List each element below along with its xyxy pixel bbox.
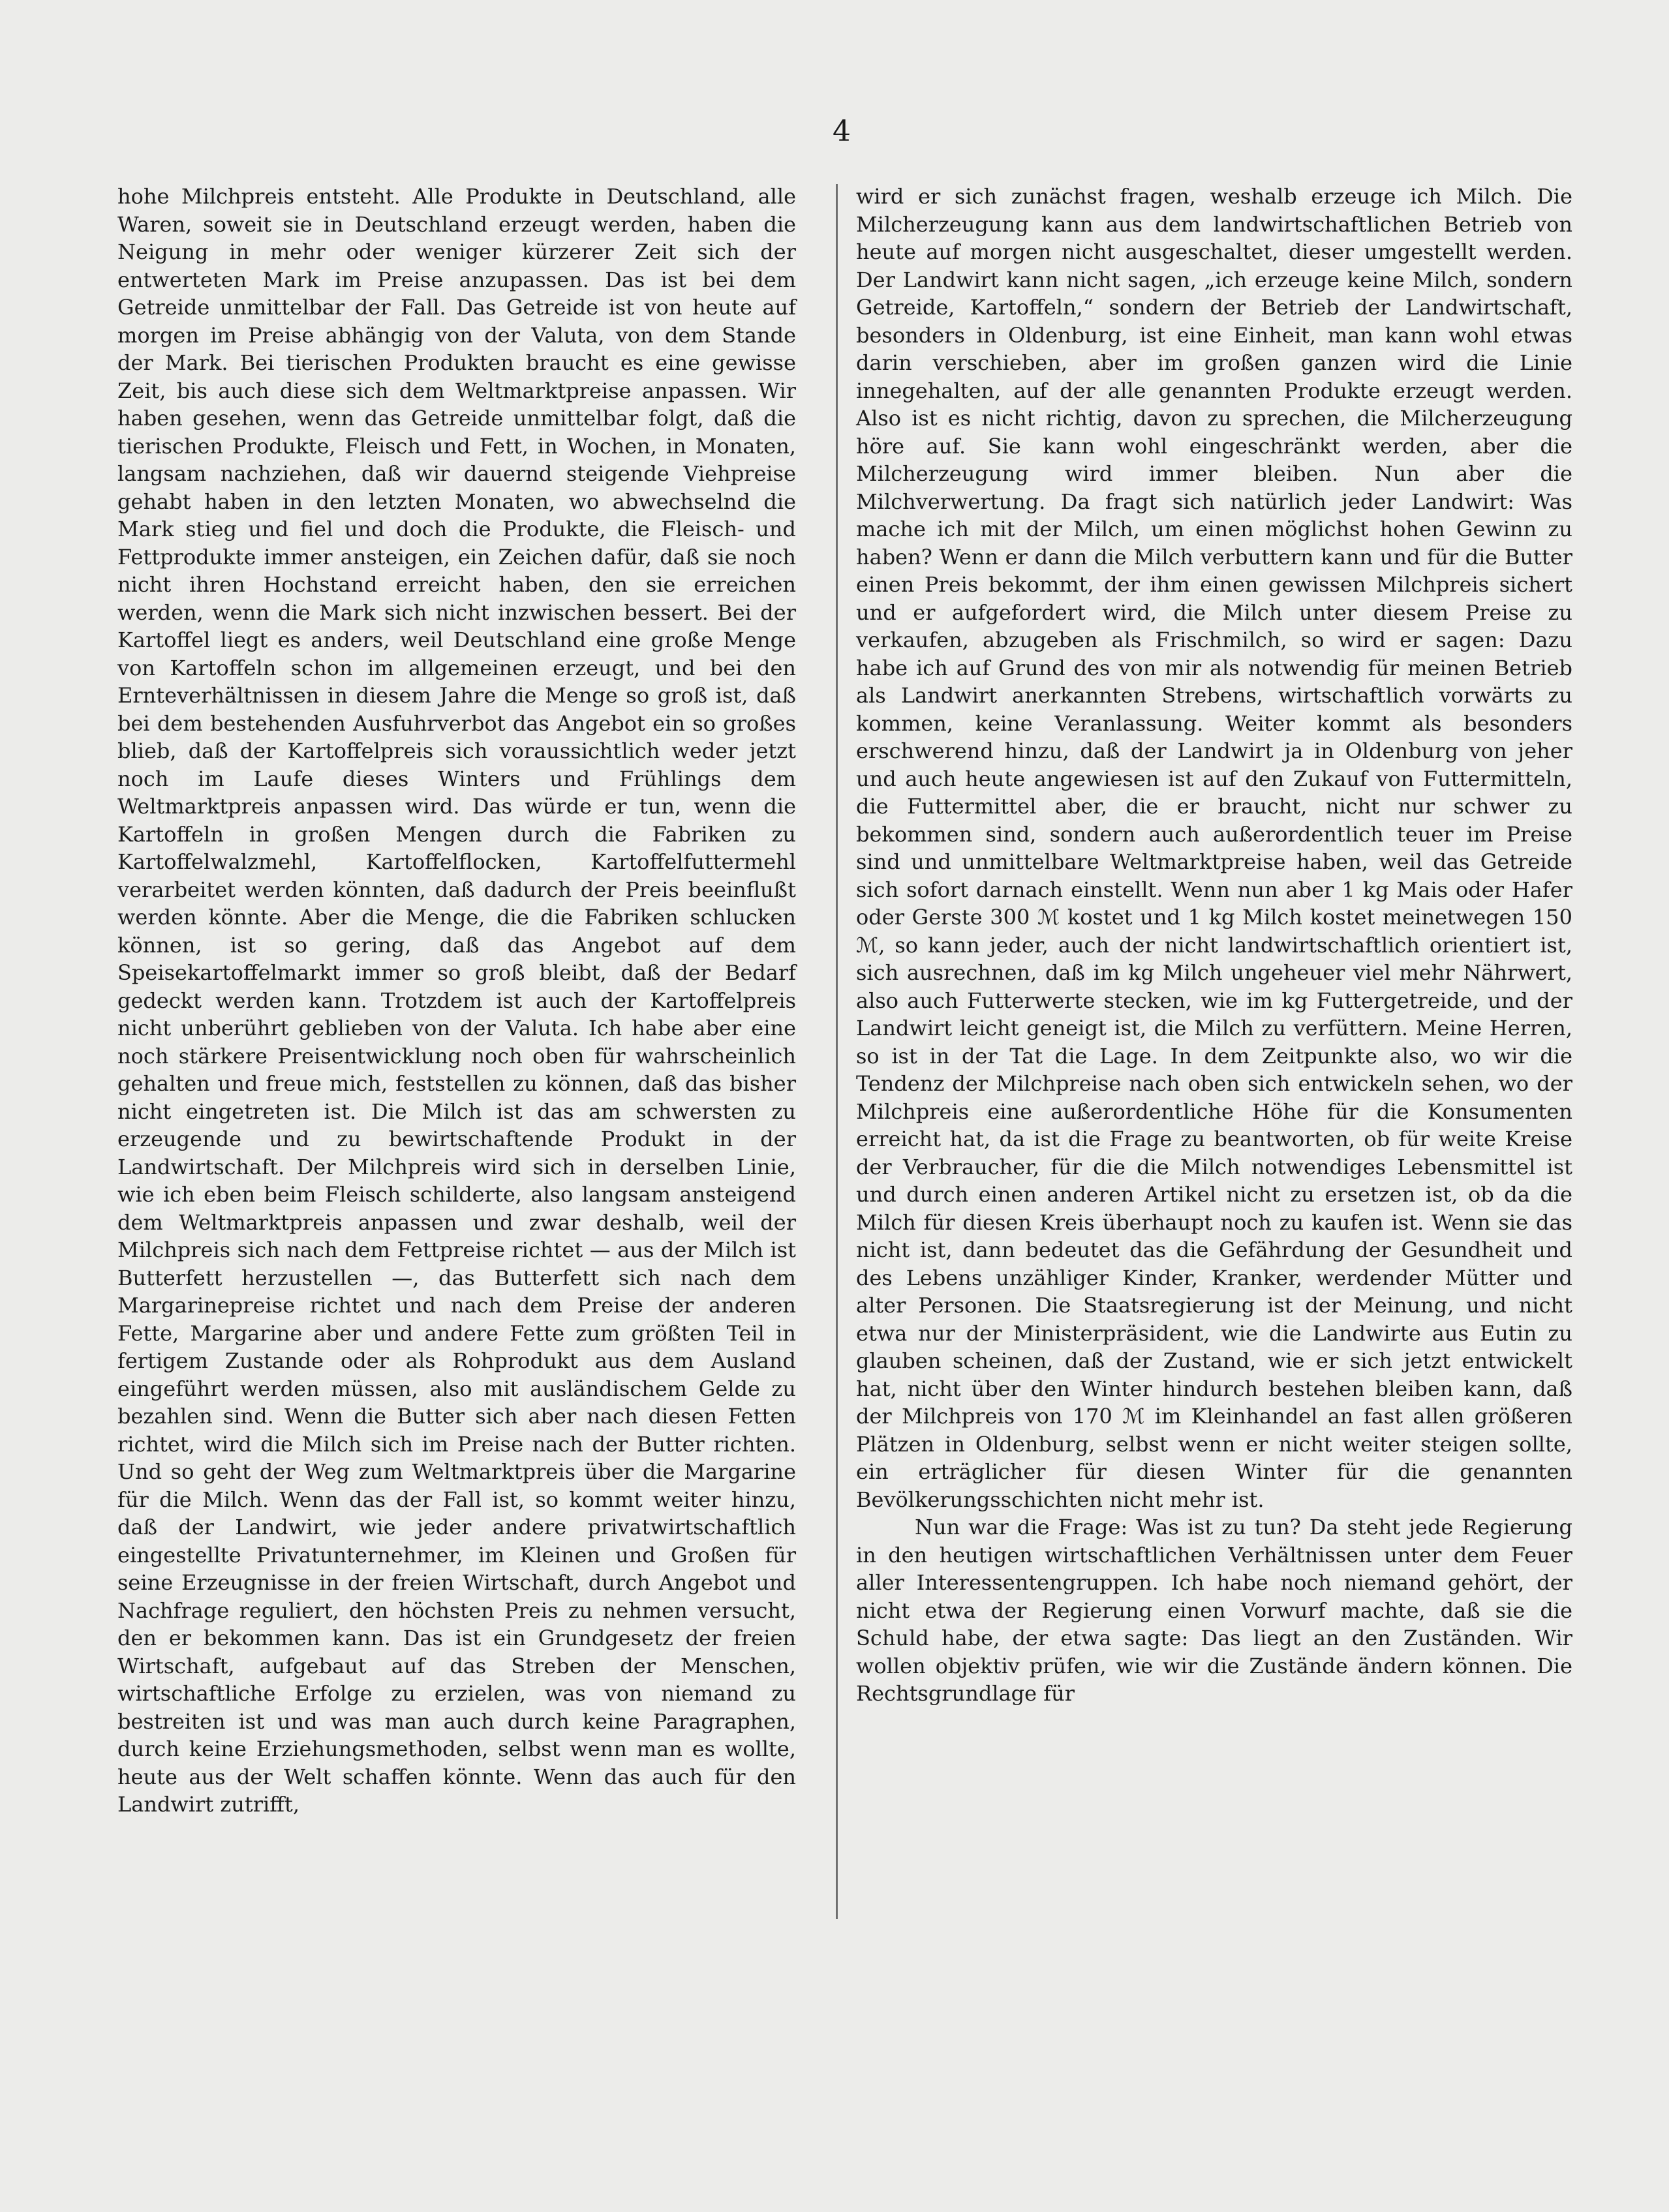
right-column: [856, 183, 1572, 1708]
left-column: [117, 183, 796, 1819]
right-paragraph-2: Nun war die Frage: Was ist zu tun? Da steht jede Regierung in den heutigen wirtschaftlichen Verhältnissen unter dem Feuer aller Interessentengruppen. Ich habe noch niemand gehört, der nicht etwa der Regierung einen Vorwurf machte, daß sie die Schuld habe, der etwa sagte: Das liegt an den Zuständen. Wir wollen objektiv prüfen, wie wir die Zustände ändern können. Die Rechtsgrundlage für: [856, 1515, 1572, 1706]
left-paragraph-1: hohe Milchpreis entsteht. Alle Produkte in Deutschland, alle Waren, soweit sie in Deutschland erzeugt werden, haben die Neigung in mehr oder weniger kürzerer Zeit sich der entwerteten Mark im Preise anzupassen. Das ist bei dem Getreide unmittelbar der Fall. Das Getreide ist von heute auf morgen im Preise abhängig von der Valuta, von dem Stande der Mark. Bei tierischen Produkten braucht es eine gewisse Zeit, bis auch diese sich dem Weltmarktpreise anpassen. Wir haben gesehen, wenn das Getreide unmittelbar folgt, daß die tierischen Produkte, Fleisch und Fett, in Wochen, in Monaten, langsam nachziehen, daß wir dauernd steigende Viehpreise gehabt haben in den letzten Monaten, wo abwechselnd die Mark stieg und fiel und doch die Produkte, die Fleisch- und Fettprodukte immer ansteigen, ein Zeichen dafür, daß sie noch nicht ihren Hochstand erreicht haben, den sie erreichen werden, wenn die Mark sich nicht inzwischen bessert. Bei der Kartoffel liegt es anders, weil Deutschland eine große Menge von Kartoffeln schon im allgemeinen erzeugt, und bei den Ernteverhältnissen in diesem Jahre die Menge so groß ist, daß bei dem bestehenden Ausfuhrverbot das Angebot ein so großes blieb, daß der Kartoffelpreis sich voraussichtlich weder jetzt noch im Laufe dieses Winters und Frühlings dem Weltmarktpreis anpassen wird. Das würde er tun, wenn die Kartoffeln in großen Mengen durch die Fabriken zu Kartoffelwalzmehl, Kartoffelflocken, Kartoffelfuttermehl verarbeitet werden könnten, daß dadurch der Preis beeinflußt werden könnte. Aber die Menge, die die Fabriken schlucken können, ist so gering, daß das Angebot auf dem Speisekartoffelmarkt immer so groß bleibt, daß der Bedarf gedeckt werden kann. Trotzdem ist auch der Kartoffelpreis nicht unberührt geblieben von der Valuta. Ich habe aber eine noch stärkere Preisentwicklung noch oben für wahrscheinlich gehalten und freue mich, feststellen zu können, daß das bisher nicht eingetreten ist. Die Milch ist das am schwersten zu erzeugende und zu bewirtschaftende Produkt in der Landwirtschaft. Der Milchpreis wird sich in derselben Linie, wie ich eben beim Fleisch schilderte, also langsam ansteigend dem Weltmarktpreis anpassen und zwar deshalb, weil der Milchpreis sich nach dem Fettpreise richtet — aus der Milch ist Butterfett herzustellen —, das Butterfett sich nach dem Margarinepreise richtet und nach dem Preise der anderen Fette, Margarine aber und andere Fette zum größten Teil in fertigem Zustande oder als Rohprodukt aus dem Ausland eingeführt werden müssen, also mit ausländischem Gelde zu bezahlen sind. Wenn die Butter sich aber nach diesen Fetten richtet, wird die Milch sich im Preise nach der Butter richten. Und so geht der Weg zum Weltmarktpreis über die Margarine für die Milch. Wenn das der Fall ist, so kommt weiter hinzu, daß der Landwirt, wie jeder andere privatwirtschaftlich eingestellte Privatunternehmer, im Kleinen und Großen für seine Erzeugnisse in der freien Wirtschaft, durch Angebot und Nachfrage reguliert, den höchsten Preis zu nehmen versucht, den er bekommen kann. Das ist ein Grundgesetz der freien Wirtschaft, aufgebaut auf das Streben der Menschen, wirtschaftliche Erfolge zu erzielen, was von niemand zu bestreiten ist und was man auch durch keine Paragraphen, durch keine Erziehungsmethoden, selbst wenn man es wollte, heute aus der Welt schaffen könnte. Wenn das auch für den Landwirt zutrifft,: [117, 184, 796, 1817]
column-divider: [836, 184, 838, 1919]
right-paragraph-1: wird er sich zunächst fragen, weshalb erzeuge ich Milch. Die Milcherzeugung kann aus dem landwirtschaftlichen Betrieb von heute auf morgen nicht ausgeschaltet, dieser umgestellt werden. Der Landwirt kann nicht sagen, „ich erzeuge keine Milch, sondern Getreide, Kartoffeln,“ sondern der Betrieb der Landwirtschaft, besonders in Oldenburg, ist eine Einheit, man kann wohl etwas darin verschieben, aber im großen ganzen wird die Linie innegehalten, auf der alle genannten Produkte erzeugt werden. Also ist es nicht richtig, davon zu sprechen, die Milcherzeugung höre auf. Sie kann wohl eingeschränkt werden, aber die Milcherzeugung wird immer bleiben. Nun aber die Milchverwertung. Da fragt sich natürlich jeder Landwirt: Was mache ich mit der Milch, um einen möglichst hohen Gewinn zu haben? Wenn er dann die Milch verbuttern kann und für die Butter einen Preis bekommt, der ihm einen gewissen Milchpreis sichert und er aufgefordert wird, die Milch unter diesem Preise zu verkaufen, abzugeben als Frischmilch, so wird er sagen: Dazu habe ich auf Grund des von mir als notwendig für meinen Betrieb als Landwirt anerkannten Strebens, wirtschaftlich vorwärts zu kommen, keine Veranlassung. Weiter kommt als besonders erschwerend hinzu, daß der Landwirt ja in Oldenburg von jeher und auch heute angewiesen ist auf den Zukauf von Futtermitteln, die Futtermittel aber, die er braucht, nicht nur schwer zu bekommen sind, sondern auch außerordentlich teuer im Preise sind und unmittelbare Weltmarktpreise haben, weil das Getreide sich sofort darnach einstellt. Wenn nun aber 1 kg Mais oder Hafer oder Gerste 300 ℳ kostet und 1 kg Milch kostet meinetwegen 150 ℳ, so kann jeder, auch der nicht landwirtschaftlich orientiert ist, sich ausrechnen, daß im kg Milch ungeheuer viel mehr Nährwert, also auch Futterwerte stecken, wie im kg Futtergetreide, und der Landwirt leicht geneigt ist, die Milch zu verfüttern. Meine Herren, so ist in der Tat die Lage. In dem Zeitpunkte also, wo wir die Tendenz der Milchpreise nach oben sich entwickeln sehen, wo der Milchpreis eine außerordentliche Höhe für die Konsumenten erreicht hat, da ist die Frage zu beantworten, ob für weite Kreise der Verbraucher, für die die Milch notwendiges Lebensmittel ist und durch einen anderen Artikel nicht zu ersetzen ist, ob da die Milch für diesen Kreis überhaupt noch zu kaufen ist. Wenn sie das nicht ist, dann bedeutet das die Gefährdung der Gesundheit und des Lebens unzähliger Kinder, Kranker, werdender Mütter und alter Personen. Die Staatsregierung ist der Meinung, und nicht etwa nur der Ministerpräsident, wie die Landwirte aus Eutin zu glauben scheinen, daß der Zustand, wie er sich jetzt entwickelt hat, nicht über den Winter hindurch bestehen bleiben kann, daß der Milchpreis von 170 ℳ im Kleinhandel an fast allen größeren Plätzen in Oldenburg, selbst wenn er nicht weiter steigen sollte, ein erträglicher für diesen Winter für die genannten Bevölkerungsschichten nicht mehr ist.: [856, 184, 1572, 1512]
page-number: 4: [833, 115, 851, 148]
